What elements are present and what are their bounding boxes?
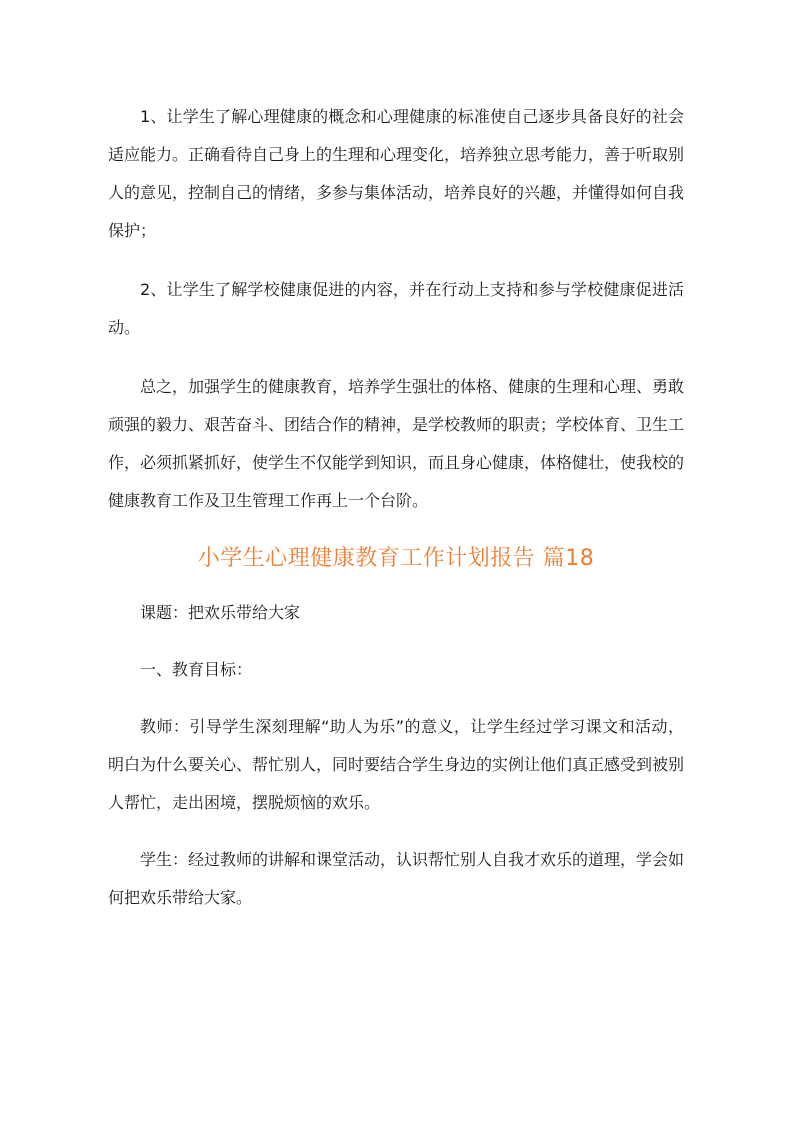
paragraph-objective-2: 2、让学生了解学校健康促进的内容，并在行动上支持和参与学校健康促进活动。 xyxy=(108,280,684,337)
paragraph-summary: 总之，加强学生的健康教育，培养学生强壮的体格、健康的生理和心理、勇敢顽强的毅力、艰苦奋斗、团结合作的精神，是学校教师的职责；学校体育、卫生工作，必须抓紧抓好，使学生不仅能学到知识，而且身心健康，体格健壮，使我校的健康教育工作及卫生管理工作再上一个台阶。 xyxy=(108,377,685,510)
paragraph-topic: 课题：把欢乐带给大家 xyxy=(140,603,301,622)
paragraph-student-goal: 学生：经过教师的讲解和课堂活动，认识帮忙别人自我才欢乐的道理，学会如何把欢乐带给大家。 xyxy=(108,850,685,907)
section-heading: 小学生心理健康教育工作计划报告 篇18 xyxy=(197,546,595,571)
document-body xyxy=(108,98,684,917)
paragraph-teacher-goal: 教师：引导学生深刻理解“助人为乐”的意义，让学生经过学习课文和活动，明白为什么要关心、帮忙别人，同时要结合学生身边的实例让他们真正感受到被别人帮忙，走出困境，摆脱烦恼的欢乐。 xyxy=(108,717,685,812)
paragraph-objective-1: 1、让学生了解心理健康的概念和心理健康的标准使自己逐步具备良好的社会适应能力。正确看待自己身上的生理和心理变化，培养独立思考能力，善于听取别人的意见，控制自己的情绪，多参与集体活动，培养良好的兴趣，并懂得如何自我保护； xyxy=(108,107,685,240)
paragraph-education-goals-title: 一、教育目标： xyxy=(140,660,253,679)
